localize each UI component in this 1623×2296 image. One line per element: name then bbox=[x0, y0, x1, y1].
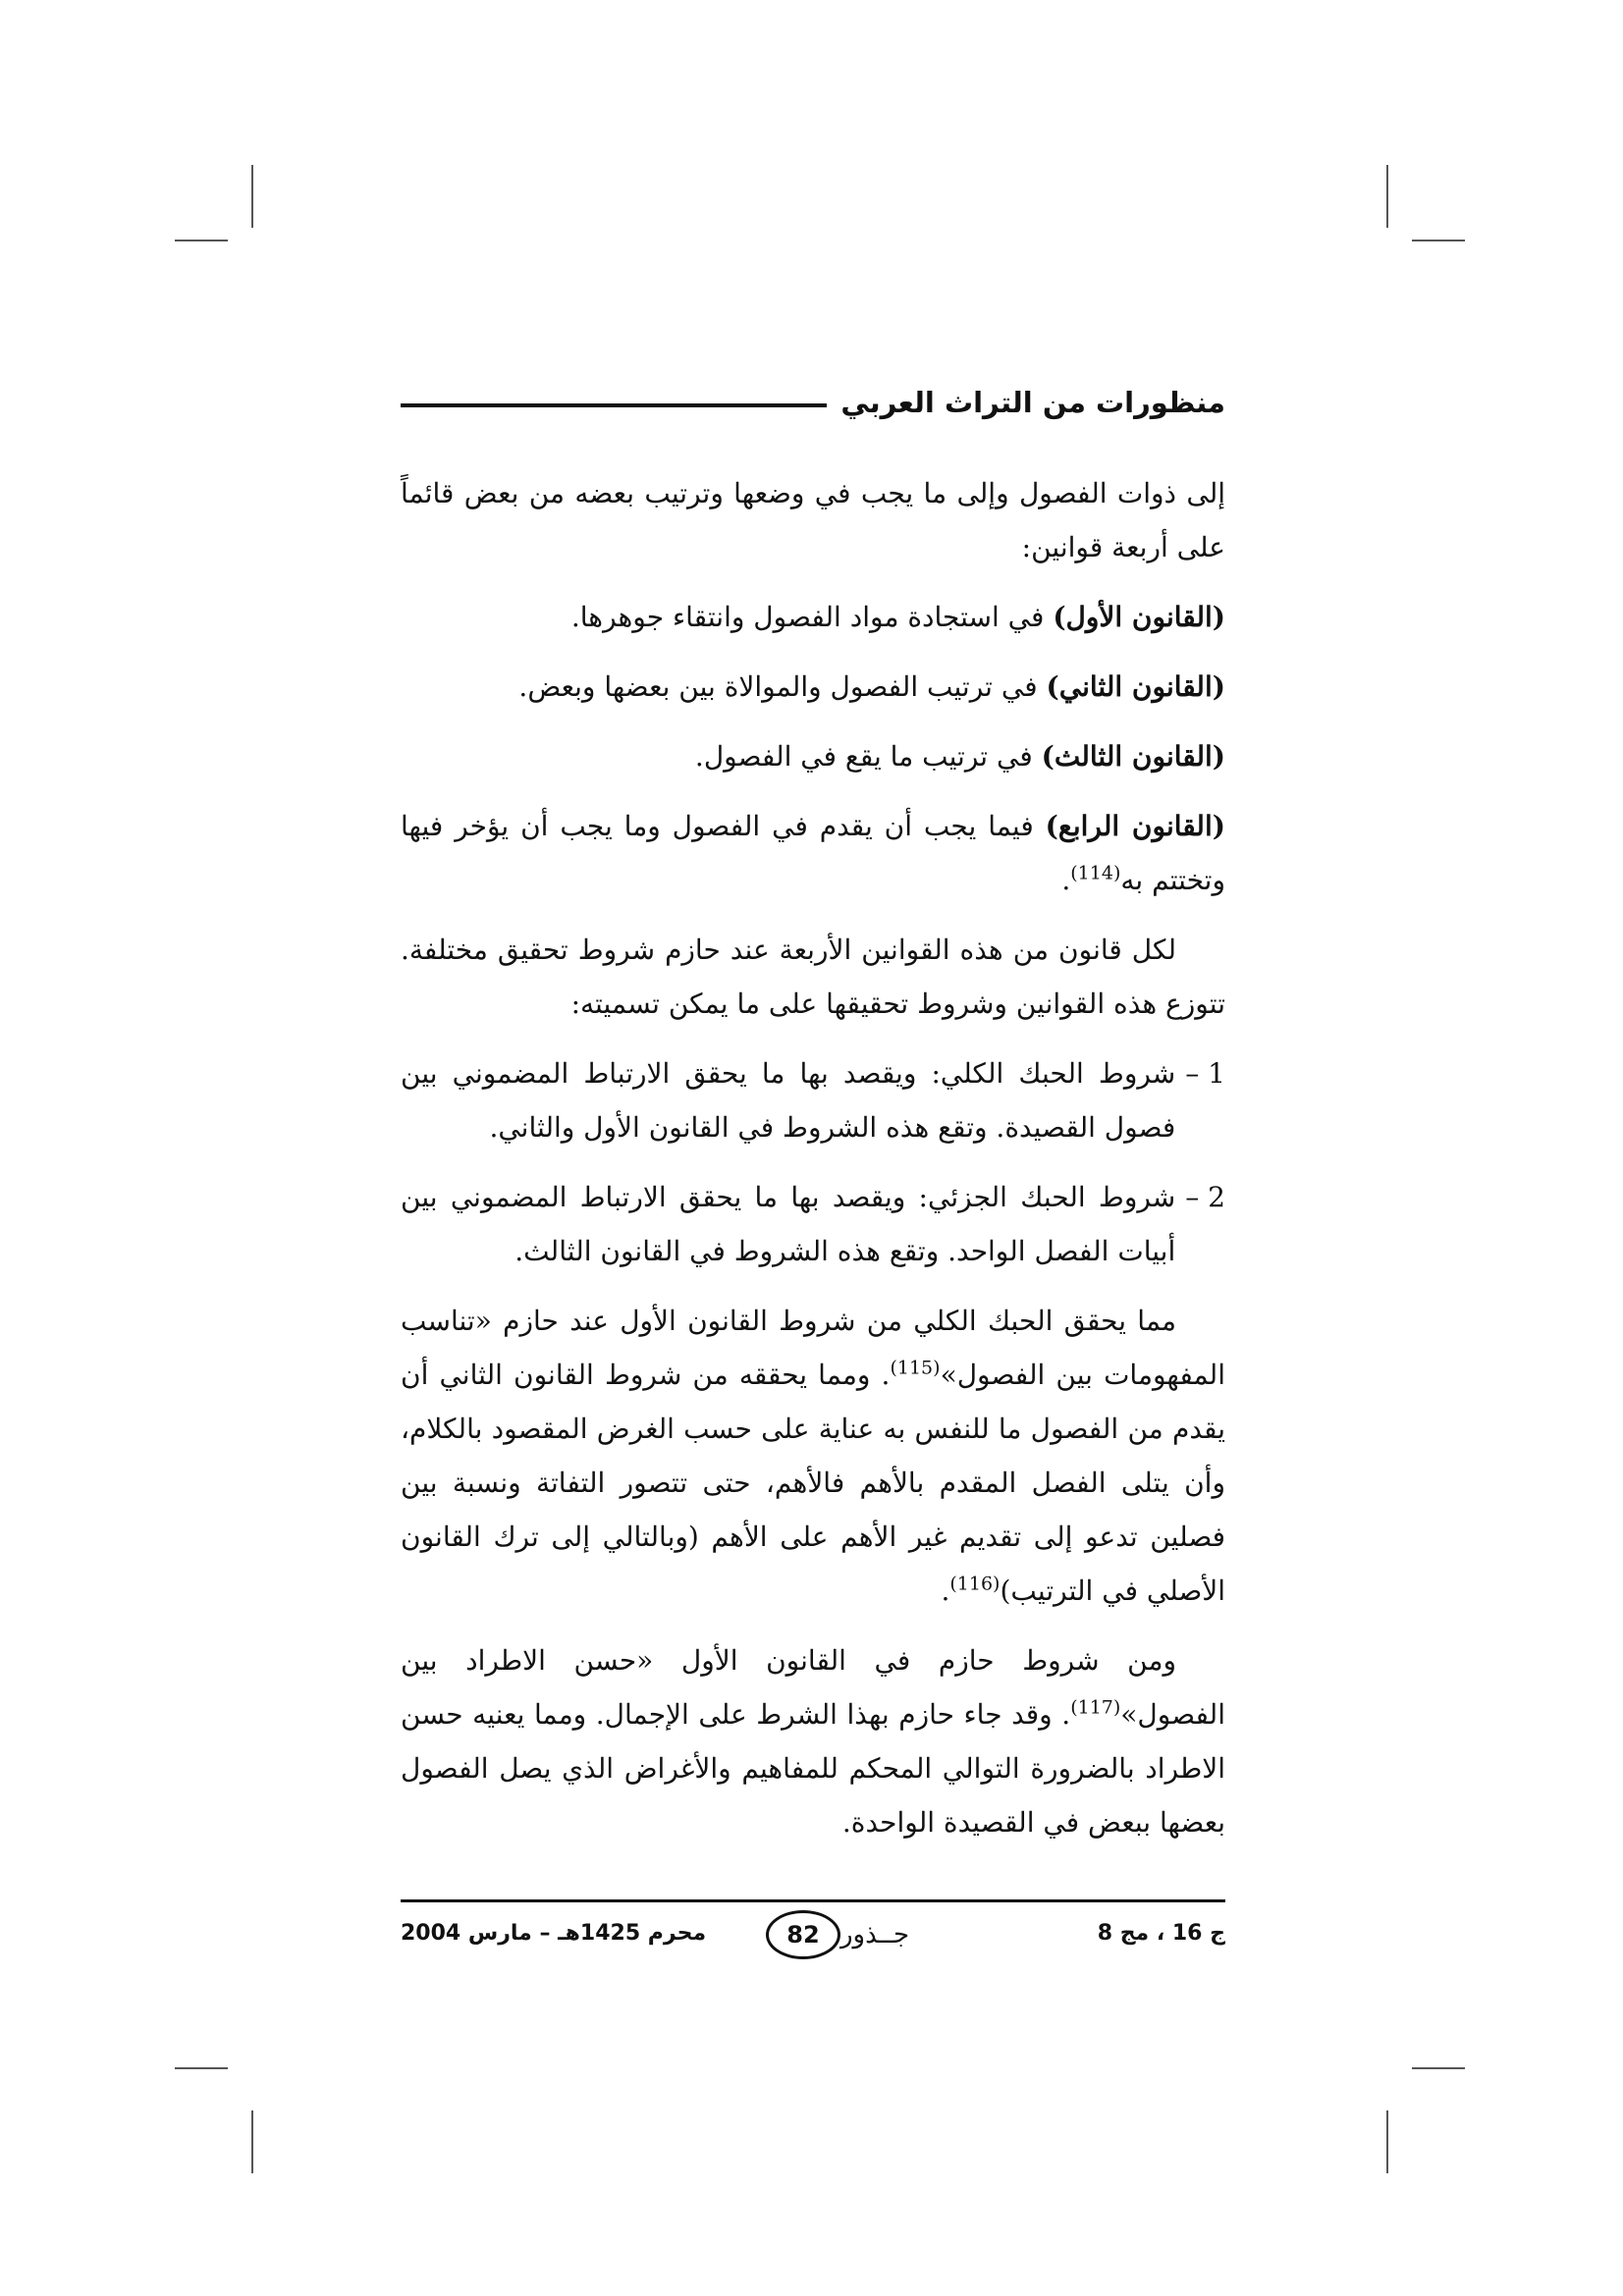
condition-text: شروط الحبك الجزئي: ويقصد بها ما يحقق الارتباط المضموني بين أبيات الفصل الواحد. وتقع هذه الشروط في القانون الثالث. bbox=[401, 1181, 1176, 1267]
header-title: منظورات من التراث العربي bbox=[840, 386, 1225, 419]
body-text bbox=[401, 466, 1225, 1865]
law-name: (القانون الرابع) bbox=[1045, 810, 1225, 842]
law-text: في ترتيب الفصول والموالاة بين بعضها وبعض. bbox=[518, 670, 1047, 703]
law-paragraph bbox=[401, 729, 1225, 783]
page-number: 82 bbox=[766, 1910, 840, 1959]
crop-mark bbox=[1412, 2067, 1465, 2069]
crop-mark bbox=[1412, 240, 1465, 241]
footnote-ref: (117) bbox=[1070, 1696, 1121, 1719]
paragraph-text: . وقد جاء حازم بهذا الشرط على الإجمال. ومما يعنيه حسن الاطراد بالضرورة التوالي المحكم للمفاهيم والأغراض الذي يصل الفصول بعضها ببعض في القصيدة الواحدة. bbox=[401, 1698, 1225, 1839]
condition-item bbox=[401, 1170, 1225, 1278]
coherence-paragraph bbox=[401, 1294, 1225, 1618]
crop-mark bbox=[1386, 165, 1388, 228]
law-name: (القانون الثالث) bbox=[1041, 740, 1225, 773]
paragraph-text: مما يحقق الحبك الكلي من شروط القانون الأول عند حازم «تناسب المفهومات بين الفصول» bbox=[401, 1305, 1225, 1391]
condition-number: 2 – bbox=[1185, 1181, 1225, 1213]
law-name: (القانون الأول) bbox=[1053, 601, 1225, 633]
crop-mark bbox=[175, 240, 228, 241]
law-paragraph bbox=[401, 660, 1225, 714]
page-footer bbox=[401, 1907, 1225, 1966]
header-rule bbox=[401, 403, 827, 407]
running-header bbox=[401, 373, 1225, 432]
law-text: فيما يجب أن يقدم في الفصول وما يجب أن يؤخر فيها وتختتم به bbox=[401, 810, 1225, 896]
footnote-ref: (115) bbox=[890, 1357, 941, 1379]
law-name: (القانون الثاني) bbox=[1046, 670, 1225, 703]
footer-rule bbox=[401, 1899, 1225, 1902]
law-paragraph bbox=[401, 590, 1225, 644]
issue-date: محرم 1425هـ – مارس 2004 bbox=[401, 1921, 707, 1946]
page bbox=[401, 373, 1225, 1963]
crop-mark bbox=[251, 165, 253, 228]
crop-mark bbox=[251, 2110, 253, 2173]
condition-text: شروط الحبك الكلي: ويقصد بها ما يحقق الارتباط المضموني بين فصول القصيدة. وتقع هذه الشروط في القانون الأول والثاني. bbox=[401, 1057, 1176, 1144]
continuity-paragraph bbox=[401, 1633, 1225, 1849]
footnote-ref: (114) bbox=[1070, 862, 1121, 884]
journal-brand bbox=[754, 1907, 921, 1962]
law-paragraph bbox=[401, 799, 1225, 907]
paragraph-text: . ومما يحققه من شروط القانون الثاني أن يقدم من الفصول ما للنفس به عناية على حسب الغرض المقصود بالكلام، وأن يتلى الفصل المقدم بالأهم فالأهم، حتى تتصور التفاتة ونسبة بين فصلين تدعو إلى تقديم غير الأهم على الأهم (وبالتالي إلى ترك القانون الأصلي في الترتيب) bbox=[401, 1359, 1225, 1607]
brand-name: جــذور bbox=[839, 1920, 910, 1949]
condition-item bbox=[401, 1046, 1225, 1154]
paragraph-end: . bbox=[941, 1575, 950, 1607]
law-text: في ترتيب ما يقع في الفصول. bbox=[694, 740, 1042, 773]
crop-mark bbox=[1386, 2110, 1388, 2173]
condition-number: 1 – bbox=[1185, 1057, 1225, 1090]
footnote-ref: (116) bbox=[949, 1573, 1001, 1595]
conditions-paragraph: لكل قانون من هذه القوانين الأربعة عند حازم شروط تحقيق مختلفة. تتوزع هذه القوانين وشروط تحقيقها على ما يمكن تسميته: bbox=[401, 934, 1225, 1020]
crop-mark bbox=[175, 2067, 228, 2069]
intro-paragraph: إلى ذوات الفصول وإلى ما يجب في وضعها وترتيب بعضه من بعض قائماً على أربعة قوانين: bbox=[401, 477, 1225, 563]
paragraph-text: ومن شروط حازم في القانون الأول «حسن الاطراد بين الفصول» bbox=[401, 1644, 1225, 1731]
issue-info: ج 16 ، مج 8 bbox=[1097, 1921, 1225, 1946]
law-end: . bbox=[1061, 864, 1071, 896]
law-text: في استجادة مواد الفصول وانتقاء جوهرها. bbox=[570, 601, 1054, 633]
